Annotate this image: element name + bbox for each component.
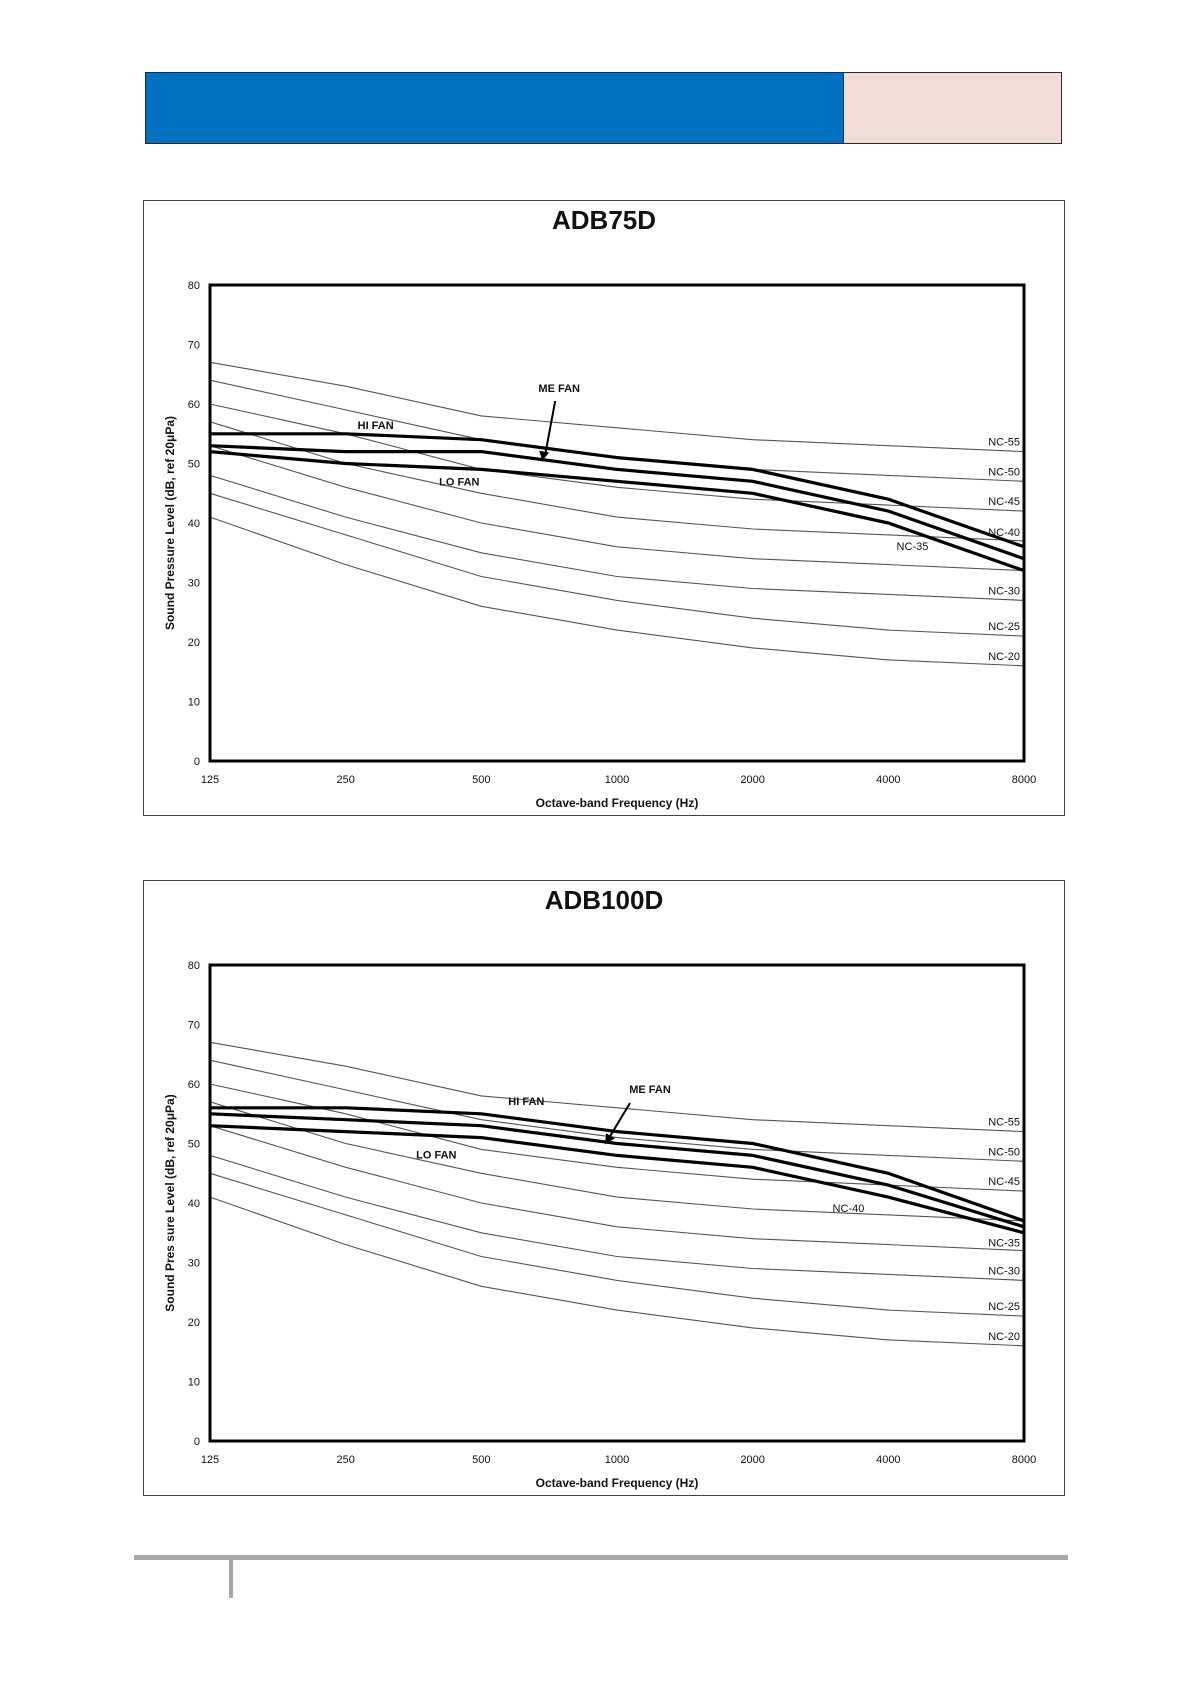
y-tick-label: 80 xyxy=(187,960,200,972)
nc-curve-nc-20 xyxy=(210,1197,1024,1346)
x-tick-label: 8000 xyxy=(1011,774,1037,786)
chart-adb100d xyxy=(143,880,1065,1496)
y-tick-label: 60 xyxy=(187,399,200,411)
y-tick-label: 70 xyxy=(187,339,200,352)
series-label-hi-fan: HI FAN xyxy=(508,1095,545,1108)
y-tick-label: 80 xyxy=(187,280,200,292)
footer-rule xyxy=(134,1555,1068,1560)
x-tick-label: 1000 xyxy=(604,1454,630,1466)
chart-adb75d xyxy=(143,200,1065,816)
nc-label-nc-45: NC-45 xyxy=(988,496,1020,509)
y-tick-label: 30 xyxy=(187,577,200,590)
nc-label-nc-50: NC-50 xyxy=(988,1146,1020,1159)
x-axis-title: Octave-band Frequency (Hz) xyxy=(535,1476,699,1490)
nc-label-nc-25: NC-25 xyxy=(988,621,1020,634)
series-label-hi-fan: HI FAN xyxy=(357,419,394,432)
x-axis-title: Octave-band Frequency (Hz) xyxy=(535,796,699,810)
series-label-me-fan: ME FAN xyxy=(629,1083,671,1096)
nc-label-nc-55: NC-55 xyxy=(988,436,1020,449)
y-tick-label: 70 xyxy=(187,1019,200,1032)
nc-label-nc-55: NC-55 xyxy=(988,1116,1020,1129)
y-tick-label: 40 xyxy=(187,518,200,530)
chart-adb75d-svg xyxy=(144,201,1064,815)
x-tick-label: 2000 xyxy=(740,774,765,786)
nc-curve-nc-30 xyxy=(210,475,1024,600)
y-tick-label: 10 xyxy=(187,696,200,709)
header-main-block xyxy=(146,73,844,143)
y-tick-label: 0 xyxy=(193,756,200,768)
nc-curve-nc-30 xyxy=(210,1155,1024,1280)
nc-label-nc-50: NC-50 xyxy=(988,466,1020,479)
x-tick-label: 250 xyxy=(336,774,355,786)
x-tick-label: 250 xyxy=(336,1454,355,1466)
nc-label-nc-40: NC-40 xyxy=(988,526,1020,539)
nc-label-nc-20: NC-20 xyxy=(988,1330,1020,1343)
series-label-me-fan: ME FAN xyxy=(538,383,580,396)
nc-label-nc-45: NC-45 xyxy=(988,1176,1020,1189)
nc-label-nc-30: NC-30 xyxy=(988,585,1020,598)
nc-label-nc-30: NC-30 xyxy=(988,1265,1020,1278)
x-tick-label: 4000 xyxy=(876,1454,901,1466)
plot-area-frame xyxy=(210,285,1024,761)
header-side-block xyxy=(844,73,1061,143)
series-label-lo-fan: LO FAN xyxy=(439,476,480,489)
x-tick-label: 125 xyxy=(200,774,220,786)
x-tick-label: 500 xyxy=(472,774,491,786)
x-tick-label: 125 xyxy=(200,1454,220,1466)
y-tick-label: 20 xyxy=(187,637,200,649)
x-tick-label: 500 xyxy=(472,1454,491,1466)
y-tick-label: 20 xyxy=(187,1317,200,1329)
me-fan-arrow-shaft xyxy=(545,401,555,455)
header-bar xyxy=(145,72,1062,144)
x-tick-label: 4000 xyxy=(876,774,901,786)
y-tick-label: 50 xyxy=(187,458,200,471)
y-tick-label: 40 xyxy=(187,1198,200,1210)
y-tick-label: 60 xyxy=(187,1079,200,1091)
y-tick-label: 10 xyxy=(187,1376,200,1389)
y-tick-label: 0 xyxy=(193,1436,200,1448)
y-axis-title: Sound Pres sure Level (dB, ref 20μPa) xyxy=(163,1094,177,1312)
x-tick-label: 1000 xyxy=(604,774,630,786)
y-tick-label: 50 xyxy=(187,1138,200,1151)
y-axis-title: Sound Pressure Level (dB, ref 20μPa) xyxy=(163,415,177,631)
nc-label-nc-40: NC-40 xyxy=(832,1202,865,1215)
footer-divider xyxy=(229,1558,233,1598)
x-tick-label: 2000 xyxy=(740,1454,765,1466)
nc-label-nc-20: NC-20 xyxy=(988,650,1020,663)
y-tick-label: 30 xyxy=(187,1257,200,1270)
nc-label-nc-35: NC-35 xyxy=(896,540,929,553)
chart-title: ADB75D xyxy=(551,205,657,235)
plot-area-frame xyxy=(210,965,1024,1441)
chart-adb100d-svg xyxy=(144,881,1064,1495)
nc-label-nc-25: NC-25 xyxy=(988,1301,1020,1314)
chart-title: ADB100D xyxy=(544,885,664,915)
series-label-lo-fan: LO FAN xyxy=(416,1149,457,1162)
x-tick-label: 8000 xyxy=(1011,1454,1037,1466)
nc-label-nc-35: NC-35 xyxy=(988,1237,1020,1250)
nc-curve-nc-20 xyxy=(210,517,1024,666)
